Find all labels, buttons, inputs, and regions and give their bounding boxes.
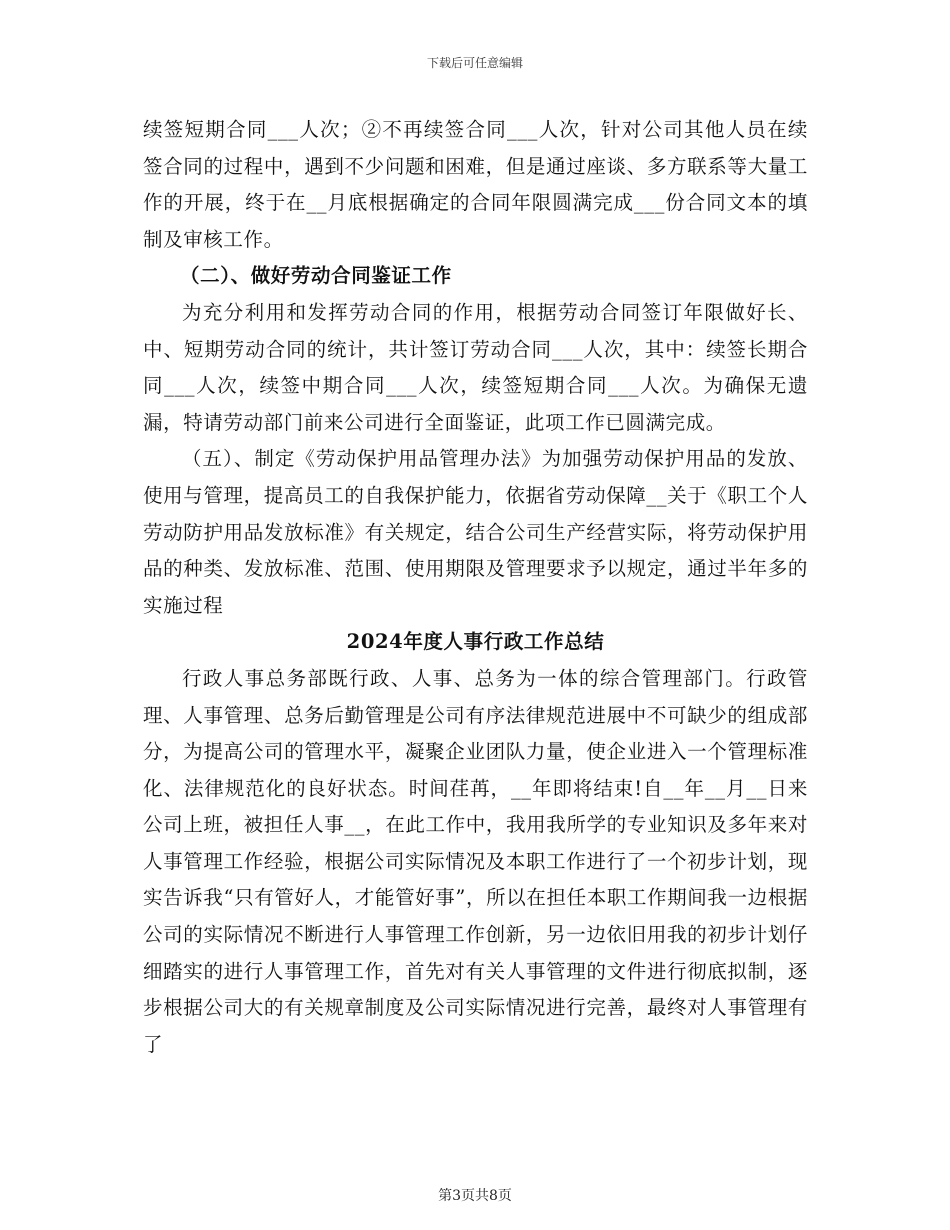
document-title: 2024年度人事行政工作总结 — [346, 630, 605, 654]
page-header: 下载后可任意编辑 — [426, 56, 523, 70]
paragraph-labor-protection: （五）、制定《劳动保护用品管理办法》为加强劳动保护用品的发放、使用与管理，提高员工的自我保护能力，依据省劳动保障__关于《职工个人劳动防护用品发放标准》有关规定，结合公司生产经营实际，将劳动保护用品的种类、发放标准、范围、使用期限及管理要求予以规定，通过半年多的实施过程 — [143, 447, 808, 617]
document-body — [143, 112, 808, 1063]
paragraph-hr-summary: 行政人事总务部既行政、人事、总务为一体的综合管理部门。行政管理、人事管理、总务后勤管理是公司有序法律规范进展中不可缺少的组成部分，为提高公司的管理水平，凝聚企业团队力量，使企业进入一个管理标准化、法律规范化的良好状态。时间荏苒，__年即将结束!自__年__月__日来公司上班，被担任人事__，在此工作中，我用我所学的专业知识及多年来对人事管理工作经验，根据公司实际情况及本职工作进行了一个初步计划，现实告诉我“只有管好人，才能管好事”，所以在担任本职工作期间我一边根据公司的实际情况不断进行人事管理工作创新，另一边依旧用我的初步计划仔细踏实的进行人事管理工作，首先对有关人事管理的文件进行彻底拟制，逐步根据公司大的有关规章制度及公司实际情况进行完善，最终对人事管理有了 — [143, 666, 808, 1056]
section-heading-contract-verification: （二）、做好劳动合同鉴证工作 — [180, 264, 452, 288]
paragraph-contract-renewal: 续签短期合同___人次；②不再续签合同___人次，针对公司其他人员在续签合同的过程中，遇到不少问题和困难，但是通过座谈、多方联系等大量工作的开展，终于在__月底根据确定的合同年限圆满完成___份合同文本的填制及审核工作。 — [143, 118, 808, 251]
paragraph-contract-verification: 为充分利用和发挥劳动合同的作用，根据劳动合同签订年限做好长、中、短期劳动合同的统计，共计签订劳动合同___人次，其中：续签长期合同___人次，续签中期合同___人次，续签短期合同___人次。为确保无遗漏，特请劳动部门前来公司进行全面鉴证，此项工作已圆满完成。 — [143, 300, 808, 434]
page-footer: 第3页共8页 — [438, 1188, 512, 1204]
